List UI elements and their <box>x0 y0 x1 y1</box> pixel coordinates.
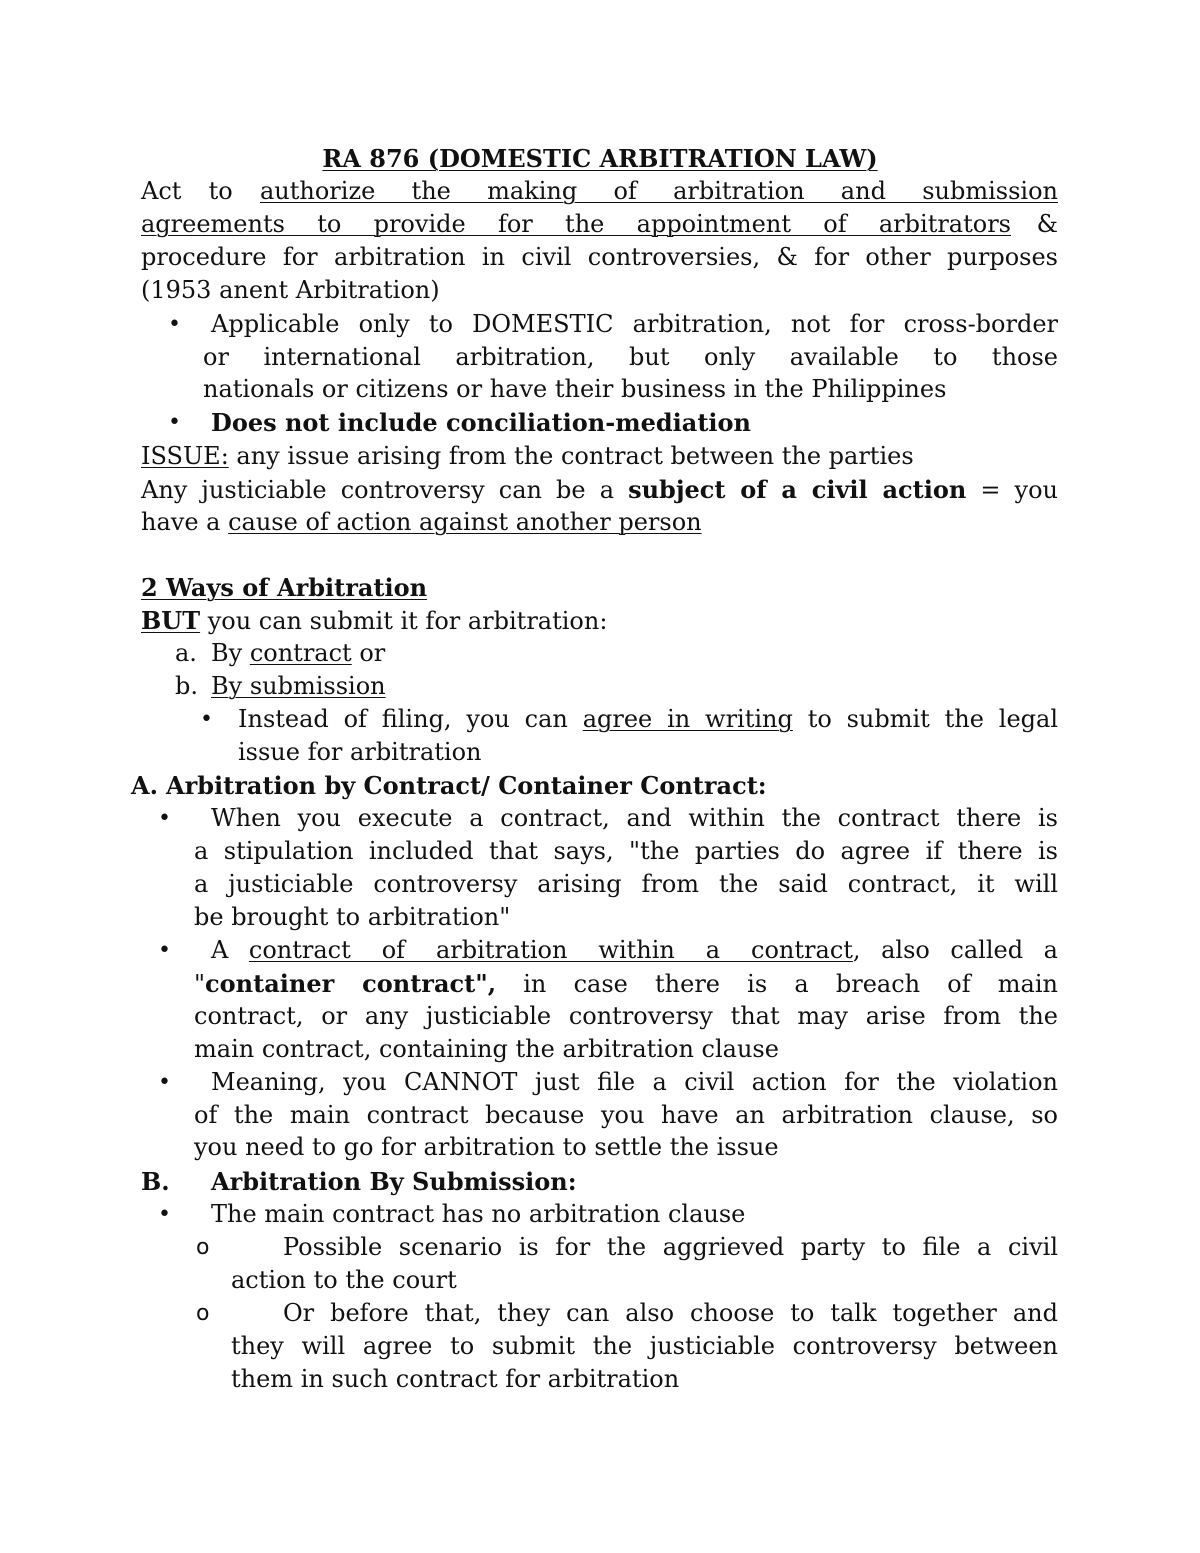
justiciable-line-1 <box>141 473 1058 507</box>
ways-b-marker: b. <box>175 672 198 700</box>
ways-sub-pre: Instead of filing, you can <box>238 705 583 733</box>
intro-to: to <box>208 177 233 205</box>
ways-but-label: BUT <box>141 606 201 635</box>
ways-b-underlined: By submission <box>211 672 386 700</box>
intro-line-1 <box>141 175 1058 208</box>
issue-text: any issue arising from the contract between the parties <box>228 442 914 470</box>
ways-heading: 2 Ways of Arbitration <box>141 573 428 602</box>
section-b-o1-line-1: Possible scenario is for the aggrieved party to file a civil <box>283 1233 1058 1261</box>
section-a-p2-quote: " <box>194 970 206 998</box>
intro-act: Act <box>141 177 182 205</box>
ways-but-line <box>141 604 607 638</box>
justiciable-line-2 <box>141 506 702 539</box>
section-a-p1-line-3: a justiciable controversy arising from the said contract, it will <box>194 870 1058 898</box>
section-b-o1-marker: o <box>196 1235 210 1260</box>
justiciable-line2-underlined: cause of action against another person <box>228 508 702 536</box>
bullet-1-line-3: nationals or citizens or have their business in the Philippines <box>203 375 947 403</box>
section-a-p2-line-4: main contract, containing the arbitration clause <box>194 1035 779 1063</box>
section-a-p3-line-3: you need to go for arbitration to settle the issue <box>194 1133 779 1161</box>
ways-sub-underlined: agree in writing <box>582 705 793 733</box>
bullet-1-line-1: Applicable only to DOMESTIC arbitration, not for cross-border <box>211 310 1058 338</box>
section-b-p1-text: The main contract has no arbitration clause <box>211 1200 746 1228</box>
ways-a-underlined: contract <box>249 639 352 667</box>
section-a-p3-line-2: of the main contract because you have an arbitration clause, so <box>194 1101 1058 1129</box>
justiciable-bold: subject of a civil action <box>628 475 967 504</box>
section-b-heading: Arbitration By Submission: <box>211 1167 577 1196</box>
ways-a-marker: a. <box>175 639 197 667</box>
intro-underlined-1: authorize the making of arbitration and submission <box>259 177 1058 205</box>
bullet-2-text: Does not include conciliation-mediation <box>211 408 751 437</box>
section-a-p2-pre: A <box>211 936 249 964</box>
document-title: RA 876 (DOMESTIC ARBITRATION LAW) <box>322 144 878 173</box>
ways-sub-marker: • <box>200 707 213 732</box>
intro-line-2 <box>141 208 1058 241</box>
section-b-o2-marker: o <box>196 1301 210 1326</box>
section-a-p2-line-3: contract, or any justiciable controversy that may arise from the <box>194 1002 1058 1030</box>
section-a-heading: Arbitration by Contract/ Container Contract: <box>166 771 767 800</box>
bullet-2-marker: • <box>168 410 181 435</box>
justiciable-pre: Any justiciable controversy can be a <box>141 476 629 504</box>
section-a-p2-bold: container contract", <box>205 969 497 998</box>
ways-a-post: or <box>351 639 386 667</box>
section-b-o2-line-2: they will agree to submit the justiciable controversy between <box>231 1332 1058 1360</box>
issue-line <box>141 440 914 473</box>
intro-amp: & <box>1036 210 1058 238</box>
section-a-p2-line-1 <box>211 934 1058 967</box>
bullet-1-line-2: or international arbitration, but only available to those <box>203 343 1058 371</box>
section-a-p3-marker: • <box>158 1070 171 1095</box>
section-a-p2-marker: • <box>158 938 171 963</box>
section-a-p2-line-2 <box>194 967 1058 1001</box>
justiciable-line2-pre: have a <box>141 508 229 536</box>
section-a-p2-rest: in case there is a breach of main <box>496 970 1058 998</box>
issue-label: ISSUE: <box>141 442 229 470</box>
intro-line-4: (1953 anent Arbitration) <box>141 276 440 304</box>
ways-a-pre: By <box>211 639 250 667</box>
section-a-marker: A. <box>131 771 158 800</box>
section-a-p1-line-4: be brought to arbitration" <box>194 903 511 931</box>
section-a-p1-line-1: When you execute a contract, and within the contract there is <box>211 804 1058 832</box>
section-a-p1-line-2: a stipulation included that says, "the parties do agree if there is <box>194 837 1058 865</box>
section-a-p2-underlined: contract of arbitration within a contract <box>248 936 853 964</box>
section-a-p2-post: , also called a <box>852 936 1058 964</box>
ways-sub-line-2: issue for arbitration <box>238 738 482 766</box>
justiciable-post: = you <box>966 476 1058 504</box>
section-b-o2-line-1: Or before that, they can also choose to talk together and <box>283 1299 1058 1327</box>
section-b-marker: B. <box>141 1167 170 1196</box>
ways-but-text: you can submit it for arbitration: <box>200 607 608 635</box>
intro-underlined-2: agreements to provide for the appointment of arbitrators <box>141 210 1011 238</box>
section-a-p3-line-1: Meaning, you CANNOT just file a civil action for the violation <box>211 1068 1058 1096</box>
bullet-1-marker: • <box>168 312 181 337</box>
ways-sub-post: to submit the legal <box>792 705 1059 733</box>
intro-line-3: procedure for arbitration in civil controversies, & for other purposes <box>141 243 1058 271</box>
section-b-o2-line-3: them in such contract for arbitration <box>231 1365 680 1393</box>
section-b-p1-marker: • <box>158 1202 171 1227</box>
ways-a-line <box>211 637 385 670</box>
section-b-o1-line-2: action to the court <box>231 1266 457 1294</box>
ways-sub-line-1 <box>238 703 1058 736</box>
section-a-p1-marker: • <box>158 806 171 831</box>
